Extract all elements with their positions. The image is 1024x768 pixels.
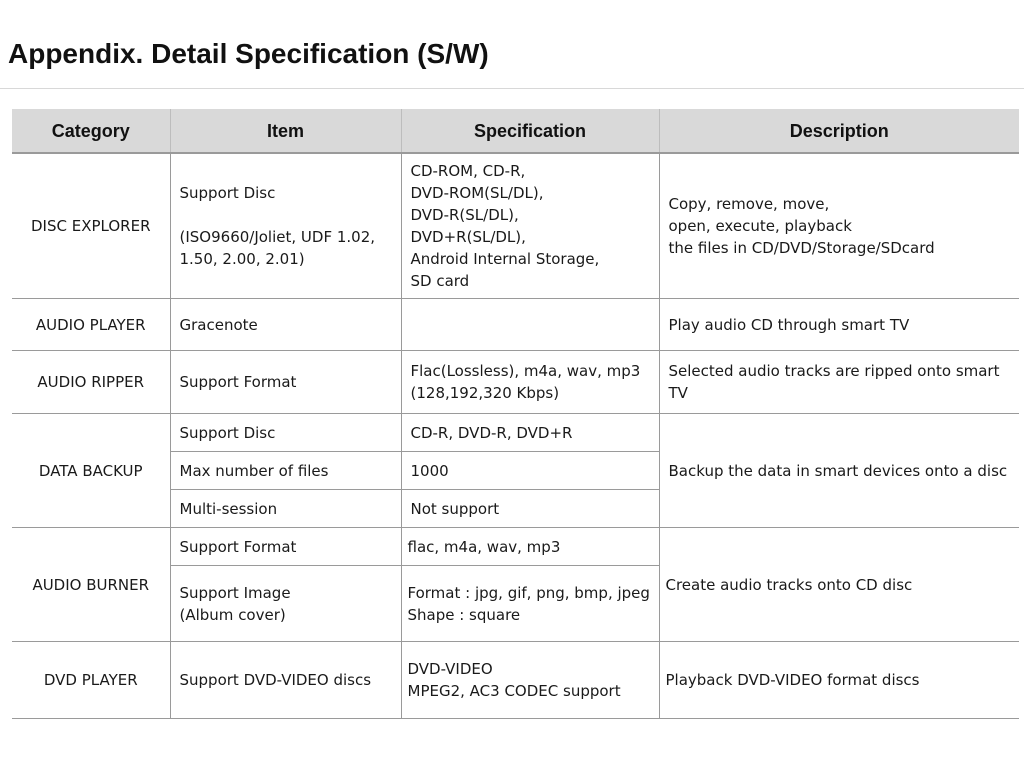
spec-line: Flac(Lossless), m4a, wav, mp3: [410, 362, 641, 380]
desc-line: TV: [668, 384, 688, 402]
spec-line: DVD-ROM(SL/DL),: [410, 184, 544, 202]
specification-table: [12, 109, 1019, 719]
specification-cell: [401, 299, 659, 351]
item-cell: [170, 566, 401, 642]
specification-cell: CD-R, DVD-R, DVD+R: [401, 414, 659, 452]
category-cell: DISC EXPLORER: [12, 153, 170, 299]
category-cell: AUDIO PLAYER: [12, 299, 170, 351]
specification-cell: [401, 642, 659, 719]
page-title: Appendix. Detail Specification (S/W): [8, 38, 489, 69]
category-cell: DATA BACKUP: [12, 414, 170, 528]
description-cell: [659, 153, 1019, 299]
item-line: Support Image: [179, 583, 291, 602]
spec-line: Shape : square: [407, 605, 521, 624]
item-line: Support Disc: [179, 184, 276, 202]
specification-cell: [401, 153, 659, 299]
header-item: Item: [170, 109, 401, 153]
item-cell: Max number of files: [170, 452, 401, 490]
spec-line: DVD-R(SL/DL),: [410, 206, 519, 224]
item-cell: Support DVD-VIDEO discs: [170, 642, 401, 719]
specification-cell: 1000: [401, 452, 659, 490]
description-cell: Playback DVD-VIDEO format discs: [659, 642, 1019, 719]
item-cell: Support Format: [170, 351, 401, 414]
specification-cell: [401, 351, 659, 414]
desc-line: the files in CD/DVD/Storage/SDcard: [668, 239, 935, 257]
line-gap: [180, 204, 392, 226]
specification-cell: [401, 566, 659, 642]
spec-line: DVD+R(SL/DL),: [410, 228, 526, 246]
item-line: (ISO9660/Joliet, UDF 1.02,: [179, 228, 376, 246]
spec-line: Format : jpg, gif, png, bmp, jpeg: [407, 583, 650, 602]
spec-line: (128,192,320 Kbps): [410, 384, 560, 402]
desc-line: Selected audio tracks are ripped onto smart: [668, 362, 1000, 380]
item-cell: Support Disc: [170, 414, 401, 452]
table-row-audio-player: [12, 299, 1019, 351]
table-row-dvd-player: [12, 642, 1019, 719]
description-cell: Play audio CD through smart TV: [659, 299, 1019, 351]
specification-cell: Not support: [401, 490, 659, 528]
table-row-disc-explorer: [12, 153, 1019, 299]
spec-line: DVD-VIDEO: [407, 660, 493, 678]
item-cell: Support Format: [170, 528, 401, 566]
header-description: Description: [659, 109, 1019, 153]
spec-line: SD card: [410, 272, 470, 290]
category-cell: AUDIO RIPPER: [12, 351, 170, 414]
item-cell: Multi-session: [170, 490, 401, 528]
item-line: (Album cover): [179, 605, 286, 624]
description-cell: Create audio tracks onto CD disc: [659, 528, 1019, 642]
title-divider: [0, 88, 1024, 89]
spec-line: CD-ROM, CD-R,: [410, 162, 526, 180]
item-line: 1.50, 2.00, 2.01): [179, 250, 305, 268]
category-cell: DVD PLAYER: [12, 642, 170, 719]
description-cell: [659, 351, 1019, 414]
description-cell: Backup the data in smart devices onto a disc: [659, 414, 1019, 528]
desc-line: Copy, remove, move,: [668, 195, 830, 213]
category-cell: AUDIO BURNER: [12, 528, 170, 642]
header-specification: Specification: [401, 109, 659, 153]
table-row-audio-ripper: [12, 351, 1019, 414]
spec-line: Android Internal Storage,: [410, 250, 600, 268]
item-cell: Gracenote: [170, 299, 401, 351]
item-cell: [170, 153, 401, 299]
header-category: Category: [12, 109, 170, 153]
table-row-audio-burner: [12, 528, 1019, 566]
specification-cell: flac, m4a, wav, mp3: [401, 528, 659, 566]
desc-line: open, execute, playback: [668, 217, 852, 235]
table-header-row: [12, 109, 1019, 153]
spec-line: MPEG2, AC3 CODEC support: [407, 682, 621, 700]
table-row-data-backup: [12, 414, 1019, 452]
